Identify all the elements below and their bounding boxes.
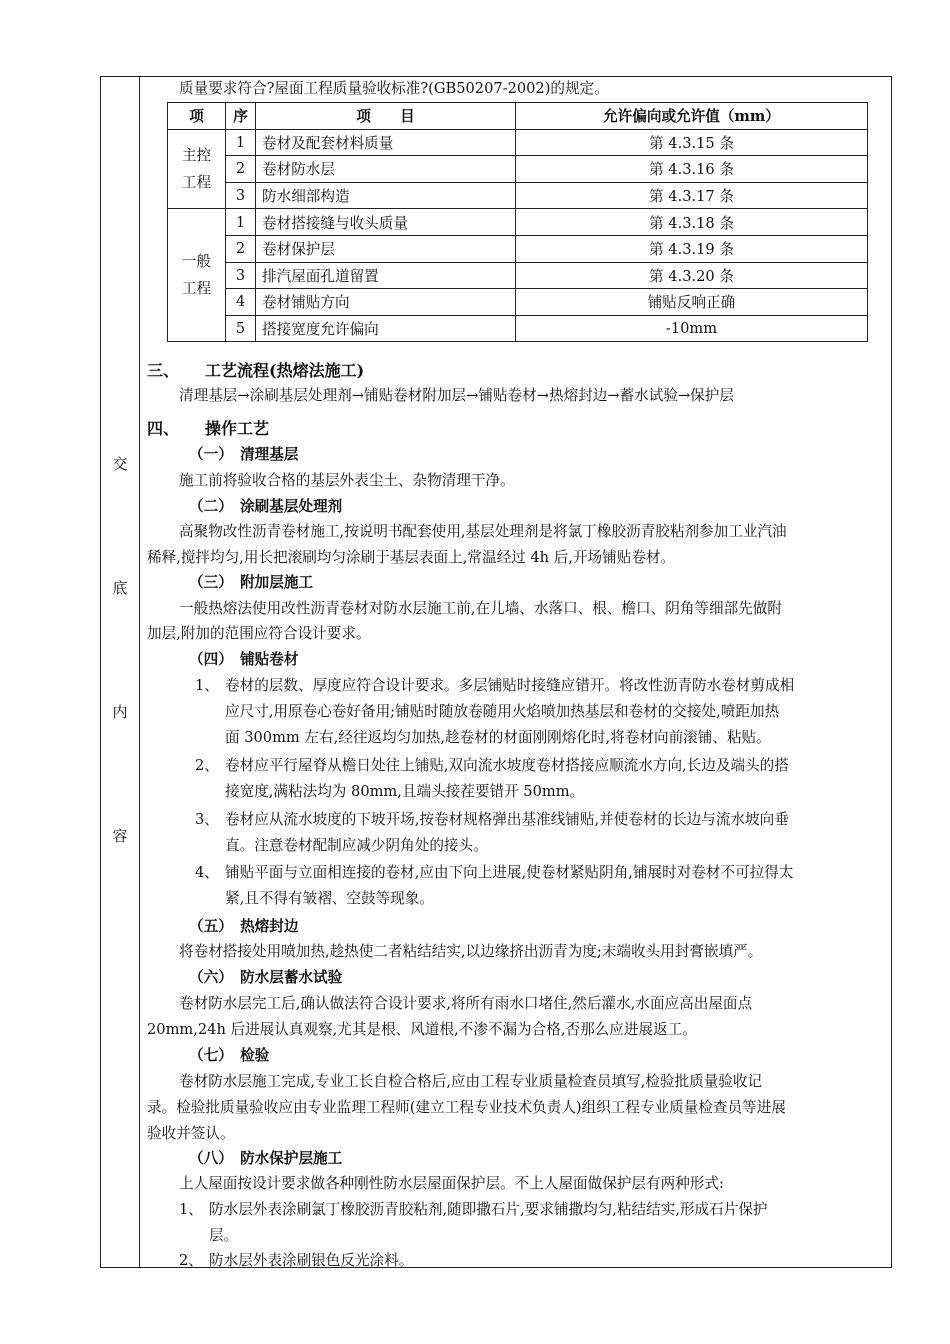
subsection-title: （五） 热熔封边: [189, 918, 299, 935]
document-frame: [100, 76, 892, 1268]
row-item: 卷材铺贴方向: [256, 289, 516, 316]
paragraph-line: 稀释,搅拌均匀,用长把滚刷均匀涂刷于基层表面上,常温经过 4h 后,开场铺贴卷材。: [147, 549, 676, 566]
table-row: [168, 289, 868, 316]
row-no: 1: [226, 209, 256, 236]
row-item: 防水细部构造: [256, 182, 516, 209]
row-item: 卷材保护层: [256, 235, 516, 262]
header-no: 序: [226, 103, 256, 130]
paragraph-line: 高聚物改性沥青卷材施工,按说明书配套使用,基层处理剂是将氯丁橡胶沥青胶粘剂参加工业汽油: [179, 523, 787, 540]
row-value: 第 4.3.16 条: [516, 156, 868, 183]
row-no: 3: [226, 262, 256, 289]
quality-standard-table: [167, 102, 868, 342]
header-value: 允许偏向或允许值（mm）: [516, 103, 868, 130]
paragraph-line: 施工前将验收合格的基层外表尘土、杂物清理干净。: [179, 472, 515, 489]
row-no: 4: [226, 289, 256, 316]
row-item: 搭接宽度允许偏向: [256, 315, 516, 342]
table-row: [168, 156, 868, 183]
subsection-title: （八） 防水保护层施工: [189, 1150, 343, 1167]
paragraph-line: 紧,且不得有皱褶、空鼓等现象。: [225, 890, 434, 907]
paragraph-line: 面 300mm 左右,经往返均匀加热,趁卷材的材面刚刚熔化时,将卷材向前滚铺、粘贴。: [225, 729, 771, 746]
side-label-char: 容: [112, 827, 128, 845]
table-header-row: [168, 103, 868, 130]
paragraph-line: 将卷材搭接处用喷加热,趁热使二者粘结结实,以边缘挤出沥青为度;末端收头用封膏嵌填严。: [179, 943, 763, 960]
paragraph-line: 卷材防水层完工后,确认做法符合设计要求,将所有雨水口堵住,然后灌水,水面应高出屋面点: [179, 995, 753, 1012]
list-number: 1、: [179, 1201, 203, 1218]
header-category: 项: [168, 103, 226, 130]
section-4-number: 四、: [147, 419, 180, 438]
paragraph-line: 一般热熔法使用改性沥青卷材对防水层施工前,在儿墙、水落口、根、檐口、阴角等细部先做附: [179, 600, 782, 617]
header-item: 项 目: [256, 103, 516, 130]
row-item: 排汽屋面孔道留置: [256, 262, 516, 289]
paragraph-line: 层。: [209, 1227, 239, 1244]
paragraph-line: 防水层外表涂刷氯丁橡胶沥青胶粘剂,随即撒石片,要求铺撒均匀,粘结结实,形成石片保护: [209, 1201, 768, 1218]
row-no: 3: [226, 182, 256, 209]
side-label-char: 内: [112, 703, 128, 721]
row-value: -10mm: [516, 315, 868, 342]
row-no: 2: [226, 235, 256, 262]
subsection-title: （三） 附加层施工: [189, 574, 314, 591]
process-flow: 清理基层→涂刷基层处理剂→铺贴卷材附加层→铺贴卷材→热熔封边→蓄水试验→保护层: [179, 387, 734, 404]
subsection-title: （一） 清理基层: [189, 446, 299, 463]
row-no: 5: [226, 315, 256, 342]
paragraph-line: 接宽度,满粘法均为 80mm,且端头接茬要错开 50mm。: [225, 783, 585, 800]
group-name-main: 主控 工程: [168, 129, 226, 209]
paragraph-line: 上人屋面按设计要求做各种刚性防水层屋面保护层。不上人屋面做保护层有两种形式:: [179, 1175, 724, 1192]
column-divider: [139, 77, 140, 1267]
subsection-title: （四） 铺贴卷材: [189, 651, 299, 668]
table-row: [168, 262, 868, 289]
paragraph-line: 录。检验批质量验收应由专业监理工程师(建立工程专业技术负责人)组织工程专业质量检查员等进展: [147, 1099, 786, 1116]
paragraph-line: 加层,附加的范围应符合设计要求。: [147, 625, 371, 642]
row-item: 卷材防水层: [256, 156, 516, 183]
group-name-general: 一般 工程: [168, 209, 226, 342]
row-value: 第 4.3.15 条: [516, 129, 868, 156]
row-no: 1: [226, 129, 256, 156]
paragraph-line: 直。注意卷材配制应减少阴角处的接头。: [225, 837, 488, 854]
row-value: 第 4.3.18 条: [516, 209, 868, 236]
table-row: [168, 182, 868, 209]
subsection-title: （七） 检验: [189, 1047, 270, 1064]
paragraph-line: 20mm,24h 后进展认真观察,尤其是根、风道根,不渗不漏为合格,否那么应进展返工。: [147, 1021, 697, 1038]
list-number: 2、: [195, 757, 219, 774]
row-value: 第 4.3.20 条: [516, 262, 868, 289]
table-row: [168, 209, 868, 236]
paragraph-line: 卷材应平行屋脊从檐日处往上铺贴,双向流水坡度卷材搭接应顺流水方向,长边及端头的搭: [225, 757, 789, 774]
subsection-title: （六） 防水层蓄水试验: [189, 969, 343, 986]
paragraph-line: 防水层外表涂刷银色反光涂料。: [209, 1252, 414, 1269]
list-number: 1、: [195, 677, 219, 694]
list-number: 4、: [195, 864, 219, 881]
list-number: 3、: [195, 811, 219, 828]
row-value: 铺贴反响正确: [516, 289, 868, 316]
row-value: 第 4.3.17 条: [516, 182, 868, 209]
paragraph-line: 铺贴平面与立面相连接的卷材,应由下向上进展,使卷材紧贴阴角,铺展时对卷材不可拉得太: [225, 864, 794, 881]
row-no: 2: [226, 156, 256, 183]
paragraph-line: 卷材防水层施工完成,专业工长自检合格后,应由工程专业质量检查员填写,检验批质量验收记: [179, 1073, 763, 1090]
row-item: 卷材搭接缝与收头质量: [256, 209, 516, 236]
list-number: 2、: [179, 1252, 203, 1269]
section-4-title: 操作工艺: [205, 419, 270, 438]
table-row: [168, 235, 868, 262]
section-3-title: 工艺流程(热熔法施工): [205, 361, 365, 380]
paragraph-line: 验收并签认。: [147, 1125, 235, 1142]
table-row: [168, 315, 868, 342]
section-3-number: 三、: [147, 361, 180, 380]
paragraph-line: 卷材的层数、厚度应符合设计要求。多层铺贴时接缝应错开。将改性沥青防水卷材剪成相: [225, 677, 795, 694]
table-row: [168, 129, 868, 156]
side-label-char: 底: [112, 579, 128, 597]
row-value: 第 4.3.19 条: [516, 235, 868, 262]
intro-text: 质量要求符合?屋面工程质量验收标准?(GB50207-2002)的规定。: [179, 80, 609, 97]
side-label-char: 交: [112, 455, 128, 473]
paragraph-line: 卷材应从流水坡度的下坡开场,按卷材规格弹出基准线铺贴,并使卷材的长边与流水坡向垂: [225, 811, 789, 828]
row-item: 卷材及配套材料质量: [256, 129, 516, 156]
paragraph-line: 应尺寸,用原卷心卷好备用;铺贴时随放卷随用火焰喷加热基层和卷材的交接处,喷距加热: [225, 703, 780, 720]
subsection-title: （二） 涂刷基层处理剂: [189, 498, 343, 515]
